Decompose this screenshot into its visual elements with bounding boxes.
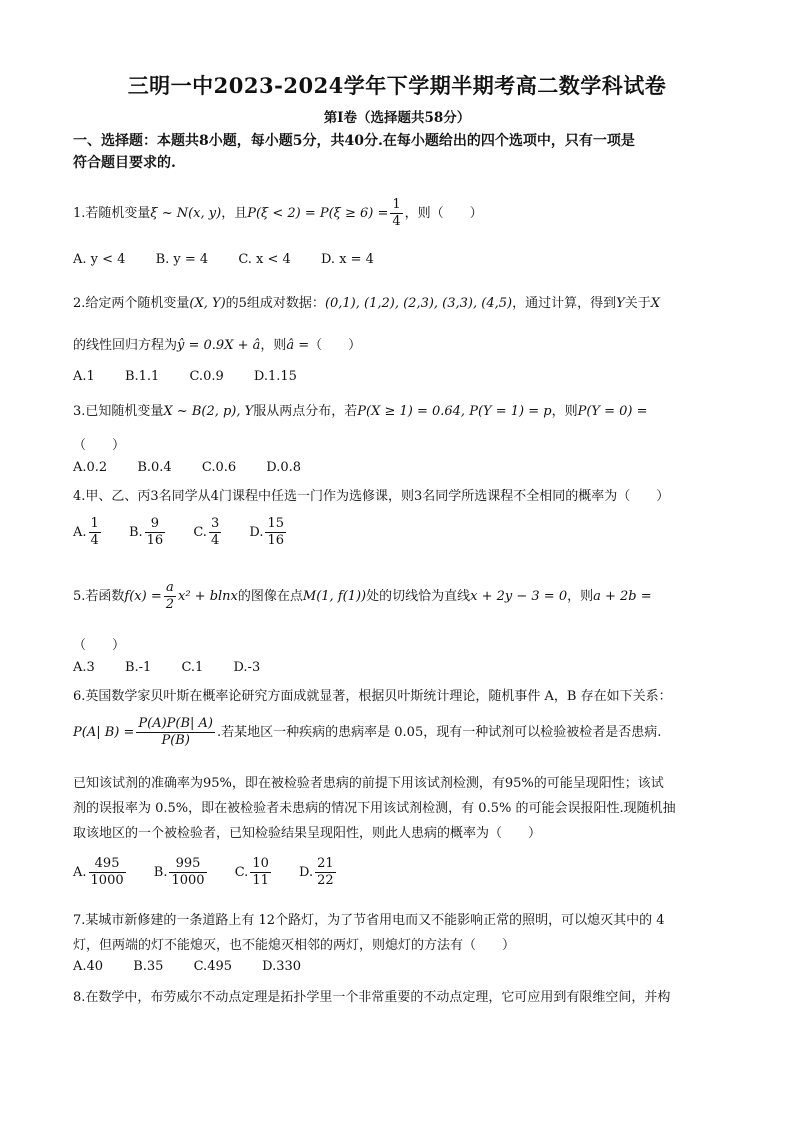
q2-math-d: X [650,296,660,311]
question-2 [73,292,660,311]
q5-option-c: C.1 [181,660,204,675]
q6-a-denominator: 1000 [90,873,124,888]
question-6: 6.英国数学家贝叶斯在概率论研究方面成就显著，根据贝叶斯统计理论，随机事件 A，B 存在如下关系： [73,689,672,704]
q1-text-a: 1.若随机变量 [73,206,151,221]
q5-math-d: x + 2y − 3 = 0 [470,589,568,604]
q6-option-d [299,856,338,889]
q2-text-a: 2.给定两个随机变量 [73,296,190,311]
q6-formula-numerator: P(A)P(B| A) [138,716,213,731]
q6-option-b-fraction [169,856,206,889]
q2-text-d: 关于 [624,296,651,311]
q5-fraction [164,580,176,613]
q6-option-b-letter: B. [153,865,168,880]
q1-frac-numerator: 1 [392,197,401,212]
q4-c-numerator: 3 [210,516,220,531]
q2-math-b: (0,1), (1,2), (2,3), (3,3), (4,5) [324,296,513,311]
q4-option-c-fraction [209,516,221,549]
question-1 [73,197,483,230]
q5-frac-numerator: a [164,580,176,597]
q6-option-c [235,856,273,889]
q3-option-c: C.0.6 [201,460,237,475]
q2-options [73,369,323,384]
q1-option-a: A. y < 4 [73,252,126,267]
q1-text-c: ，则（ ） [404,206,483,221]
question-4: 4.甲、乙、丙3名同学从4门课程中任选一门作为选修课，则3名同学所选课程不全相同的概率为（ ） [73,489,670,504]
q5-math-e: a + 2b = [593,589,652,604]
q2-text-b: 的5组成对数据： [225,296,325,311]
q5-text-b: 的图像在点 [237,589,303,604]
q7-option-a: A.40 [73,959,104,974]
q6-line-2-rest: .若某地区一种疾病的患病率是 0.05，现有一种试剂可以检验被检者是否患病. [217,725,662,740]
section-heading [73,130,733,174]
q3-text-c: ，则 [551,404,578,419]
q6-line-3: 已知该试剂的准确率为95%，即在被检验者患病的前提下用该试剂检测，有95%的可能呈现阳性；该试 [73,776,664,791]
q5-option-d: D.-3 [233,660,261,675]
q1-option-b: B. y = 4 [155,252,209,267]
q2-option-b: B.1.1 [124,369,160,384]
q6-d-numerator: 21 [317,856,334,871]
q1-text-b: ，且 [221,206,248,221]
q6-option-b [154,856,209,889]
q5-option-a: A.3 [73,660,95,675]
q6-option-a-letter: A. [73,865,87,880]
q2-text-c: ，通过计算，得到 [512,296,617,311]
q3-math-c: P(Y = 0) = [577,404,648,419]
q2-line2-math-2: â = [286,338,310,353]
q6-line-4: 剂的误报率为 0.5%，即在被检验者未患病的情况下用该试剂检测，有 0.5% 的可能会误报阳性.现随机抽 [73,801,676,816]
q6-formula-fraction [136,716,215,749]
q4-option-d-fraction [265,516,286,549]
q4-option-b [129,516,167,549]
q2-line2-c: （ ） [309,338,362,353]
q4-a-numerator: 1 [90,516,99,531]
question-3 [73,400,648,419]
q4-a-denominator: 4 [90,533,99,548]
q4-option-d-letter: D. [249,525,264,540]
q2-math-a: (X, Y) [189,296,226,311]
q4-options [73,516,310,549]
q6-b-numerator: 995 [169,856,206,873]
q6-line-5: 取该地区的一个被检验者，已知检验结果呈现阳性，则此人患病的概率为（ ） [73,826,542,841]
q6-formula-line [73,716,661,749]
q4-b-denominator: 16 [146,533,164,548]
q4-option-b-fraction [145,516,166,549]
q2-line2-a: 的线性回归方程为 [73,338,178,353]
question-8: 8.在数学中，布劳威尔不动点定理是拓扑学里一个非常重要的不动点定理，它可应用到有限维空间，并构 [73,990,671,1005]
q6-option-a-fraction [89,856,126,889]
q2-option-d: D.1.15 [253,369,297,384]
q1-fraction [390,197,402,230]
q1-math-b: P(ξ < 2) = P(ξ ≥ 6) = [247,206,389,221]
q6-option-c-fraction [250,856,271,889]
q4-option-c [193,516,223,549]
q6-c-denominator: 11 [252,873,269,888]
q4-d-numerator: 15 [267,516,285,531]
q2-line2-math: ŷ = 0.9X + â [177,338,261,353]
q5-text-a: 5.若函数 [73,589,125,604]
q1-options [73,252,400,267]
q6-option-c-letter: C. [234,865,249,880]
q5-math-b: x² + blnx [178,589,238,604]
q6-d-denominator: 22 [317,873,334,888]
q3-option-a: A.0.2 [73,460,108,475]
q3-blank: （ ） [73,438,126,453]
q5-math-a: f(x) = [124,589,162,604]
q1-option-d: D. x = 4 [320,252,374,267]
question-7: 7.某城市新修建的一条道路上有 12个路灯，为了节省用电而又不能影响正常的照明，可以熄灭其中的 4 [73,913,665,928]
exam-subtitle: 第I卷（选择题共58分） [323,110,471,126]
q7-options [73,959,327,974]
q4-b-numerator: 9 [145,516,166,533]
q5-text-c: 处的切线恰为直线 [366,589,471,604]
q4-option-c-letter: C. [193,525,207,540]
q7-line-2: 灯，但两端的灯不能熄灭，也不能熄灭相邻的两灯，则熄灯的方法有（ ） [73,938,516,953]
q6-c-numerator: 10 [252,856,269,871]
q3-options [73,460,327,475]
question-2-line-2 [73,334,361,353]
q1-frac-denominator: 4 [392,214,401,229]
q3-option-d: D.0.8 [266,460,302,475]
q7-option-c: C.495 [193,959,233,974]
q2-math-c: Y [616,296,625,311]
q3-text-a: 3.已知随机变量 [73,404,164,419]
section-heading-line-2: 符合题目要求的. [73,155,176,171]
question-5 [73,580,652,613]
exam-title: 三明一中2023-2024学年下学期半期考高二数学科试卷 [127,73,667,98]
q5-options [73,660,286,675]
q2-option-a: A.1 [73,369,95,384]
q2-option-c: C.0.9 [189,369,224,384]
q5-text-d: ，则 [567,589,594,604]
q6-option-d-letter: D. [299,865,314,880]
q6-a-numerator: 495 [89,856,126,873]
q2-line2-b: ，则 [260,338,287,353]
q5-blank: （ ） [73,638,126,653]
q6-formula-denominator: P(B) [161,733,190,748]
q4-option-a [73,516,103,549]
q1-math-a: ξ ~ N(x, y) [150,206,222,221]
q4-option-b-letter: B. [128,525,143,540]
q1-option-c: C. x < 4 [238,252,291,267]
section-heading-line-1: 一、选择题：本题共8小题，每小题5分，共40分.在每小题给出的四个选项中，只有一项是 [73,133,635,149]
q4-option-d [249,516,288,549]
q5-option-b: B.-1 [124,660,152,675]
q6-option-d-fraction [315,856,336,889]
q6-option-a [73,856,128,889]
q6-b-denominator: 1000 [171,873,205,888]
q5-frac-denominator: 2 [165,597,174,612]
q7-option-b: B.35 [133,959,164,974]
q6-formula-lhs: P(A| B) = [73,725,135,740]
q4-option-a-fraction [89,516,101,549]
q7-option-d: D.330 [262,959,302,974]
q4-c-denominator: 4 [210,533,220,548]
q5-math-c: M(1, f(1)) [302,589,367,604]
q3-math-b: P(X ≥ 1) = 0.64, P(Y = 1) = p [357,404,552,419]
q3-math-a: X ~ B(2, p), Y [163,404,254,419]
q4-d-denominator: 16 [267,533,285,548]
q3-option-b: B.0.4 [137,460,172,475]
q4-option-a-letter: A. [73,525,87,540]
q6-options [73,856,360,889]
q3-text-b: 服从两点分布，若 [253,404,358,419]
